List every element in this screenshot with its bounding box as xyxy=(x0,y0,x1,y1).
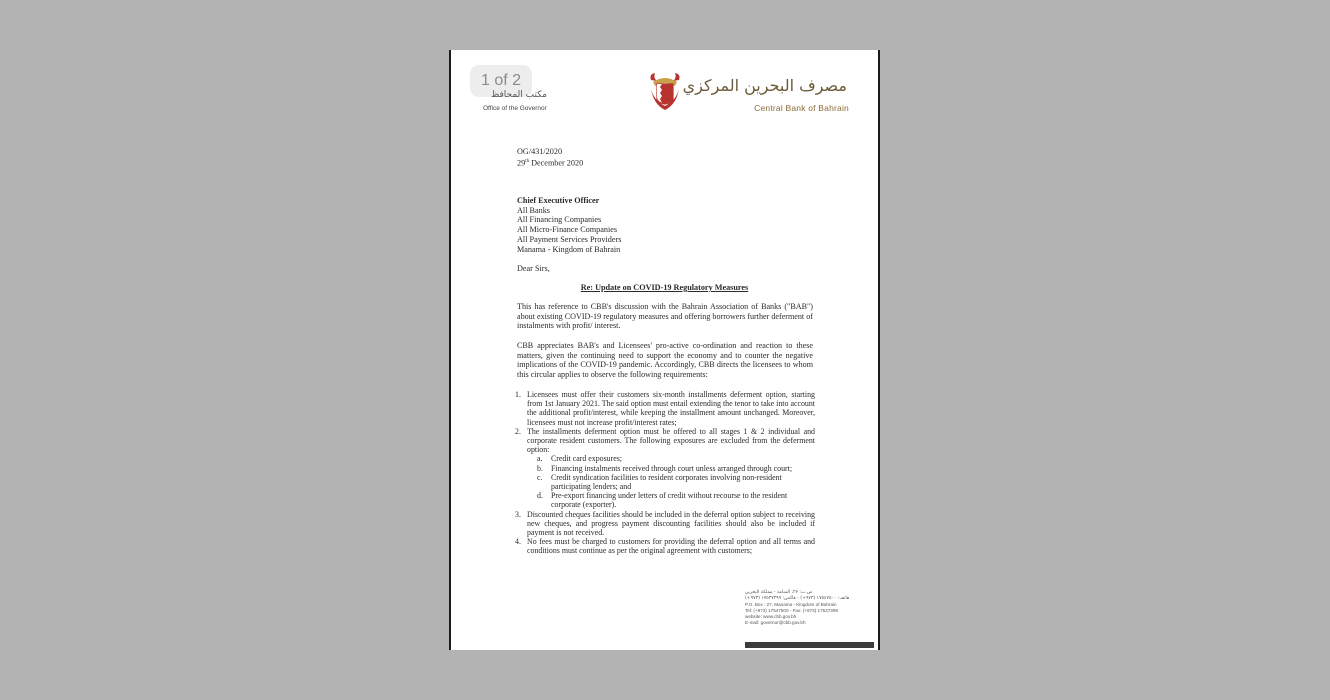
salutation: Dear Sirs, xyxy=(517,264,550,273)
letter-date: 29th December 2020 xyxy=(517,158,584,168)
footer-website: website: www.cbb.gov.bh xyxy=(745,614,797,620)
bank-name-english: Central Bank of Bahrain xyxy=(754,103,849,113)
letter-footer xyxy=(745,590,857,627)
bahrain-emblem-icon xyxy=(647,70,683,114)
sub-list-item: a. Credit card exposures; xyxy=(537,454,622,464)
list-item: 4. No fees must be charged to customers for providing the deferral option and all terms and conditions must continue as per the original agreement with customers; xyxy=(515,537,815,556)
paragraph-1: This has reference to CBB's discussion with the Bahrain Association of Banks ("BAB") about existing COVID-19 regulatory measures and offering borrowers further deferment of instalments with profit/ interest. xyxy=(517,302,813,331)
list-item: 3. Discounted cheques facilities should be included in the deferral option subject to receiving new cheques, and progress payment discounting facilities should also be included if payment is not received. xyxy=(515,509,815,538)
footer-address: P.O. Box : 27, Manama - Kingdom of Bahrain xyxy=(745,602,837,608)
sub-list-item: b. Financing instalments received through court unless arranged through court; xyxy=(537,463,793,473)
requirements-list xyxy=(515,390,815,556)
footer-arabic-address: ص.ب: ٢٧، المنامة - مملكة البحرين xyxy=(745,590,813,595)
addressee-line: All Banks xyxy=(517,205,550,215)
addressee-block xyxy=(517,196,621,254)
addressee-line: All Micro-Finance Companies xyxy=(517,225,618,235)
list-item: 1. Licensees must offer their customers six-month installments deferment option, starting from 1st January 2021. The said option must entail extending the tenor to take into account the additional profit/interest, while keeping the installment amount unchanged. Moreover, licensees must not increase profit/interest rates; xyxy=(515,390,815,427)
list-item: 2. The installments deferment option must be offered to all stages 1 & 2 individual and corporate resident customers. The following exposures are excluded from the deferment option: xyxy=(515,426,815,455)
footer-arabic-phone: هاتف: ١٧٥٤٧٥٠٠ (٩٧٣+) - فاكس: ١٧٥٣٧٣٩٩ (٩٧٣+) xyxy=(745,596,850,602)
addressee-title: Chief Executive Officer xyxy=(517,196,600,205)
sub-list-item: c. Credit syndication facilities to resident corporates involving non-resident participating lenders; and xyxy=(537,472,782,492)
footer-bar xyxy=(745,642,874,648)
document-page[interactable] xyxy=(449,50,880,650)
reference-number: OG/431/2020 xyxy=(517,147,563,156)
footer-email: E-mail: governor@cbb.gov.bh xyxy=(745,620,806,626)
addressee-line: All Payment Services Providers xyxy=(517,234,622,244)
bank-name-arabic: مصرف البحرين المركزي xyxy=(682,76,847,95)
office-label: Office of the Governor xyxy=(483,105,547,112)
addressee-line: All Financing Companies xyxy=(517,215,602,225)
governor-signature: مكتب المحافظ xyxy=(490,90,547,100)
footer-tel-fax: Tel: (+973) 17547500 - Fax: (+973) 17537399 xyxy=(745,608,838,614)
page-counter: 1 of 2 xyxy=(470,65,532,97)
subject-line: Re: Update on COVID-19 Regulatory Measures xyxy=(580,283,749,292)
reference-block xyxy=(517,147,583,169)
paragraph-2: CBB appreciates BAB's and Licensees' pro-active co-ordination and reaction to these matters, given the continuing need to support the economy and to counter the negative implications of the COVID-19 pandemic. Accordingly, CBB directs the licensees to whom this circular applies to observe the following requirements: xyxy=(517,341,813,379)
addressee-line: Manama - Kingdom of Bahrain xyxy=(517,244,621,254)
sub-list-item: d. Pre-export financing under letters of credit without recourse to the resident corporate (exporter). xyxy=(537,491,788,510)
